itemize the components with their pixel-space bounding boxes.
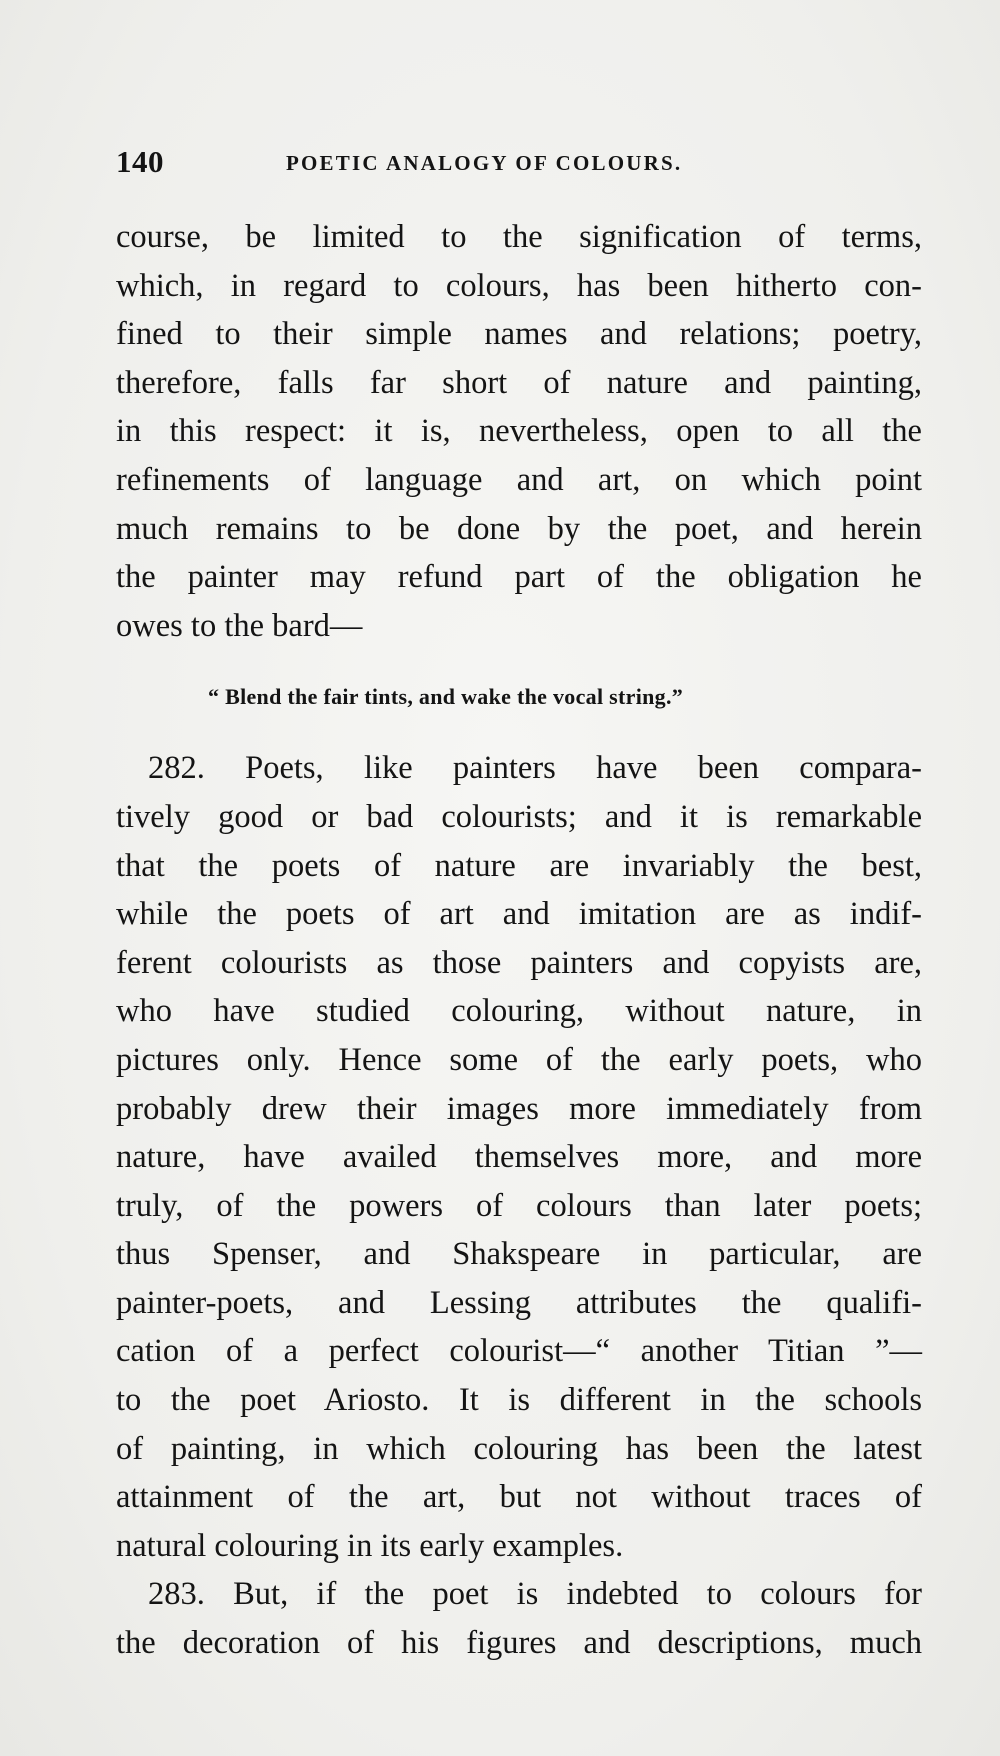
text-line: which, in regard to colours, has been hitherto con- (116, 267, 922, 304)
text-line: the decoration of his figures and descriptions, much (116, 1625, 922, 1662)
text-line: to the poet Ariosto. It is different in the schools (116, 1382, 922, 1419)
text-line: thus Spenser, and Shakspeare in particular, are (116, 1236, 922, 1273)
text-line: truly, of the powers of colours than later poets; (116, 1187, 922, 1224)
paragraph-282 (116, 744, 922, 1570)
page-header (116, 142, 756, 182)
text-line: therefore, falls far short of nature and painting, (116, 364, 922, 401)
text-line: in this respect: it is, nevertheless, open to all the (116, 413, 922, 450)
body-text (116, 213, 922, 1668)
text-line: who have studied colouring, without nature, in (116, 993, 922, 1030)
text-line: fined to their simple names and relations; poetry, (116, 316, 922, 353)
text-line: that the poets of nature are invariably the best, (116, 847, 922, 884)
text-line: 282. Poets, like painters have been compara- (148, 750, 922, 787)
text-line: the painter may refund part of the obligation he (116, 559, 922, 596)
text-line: course, be limited to the signification of terms, (116, 219, 922, 255)
text-line: refinements of language and art, on which point (116, 461, 922, 498)
text-line: cation of a perfect colourist—“ another Titian ”— (116, 1333, 922, 1370)
text-line: of painting, in which colouring has been the latest (116, 1430, 922, 1467)
text-line: painter-poets, and Lessing attributes the qualifi- (116, 1284, 922, 1321)
text-line: nature, have availed themselves more, and more (116, 1139, 922, 1176)
text-line: owes to the bard— (116, 607, 363, 644)
page-number: 140 (116, 144, 164, 179)
text-line: tively good or bad colourists; and it is remarkable (116, 798, 922, 835)
text-line: much remains to be done by the poet, and herein (116, 510, 922, 547)
paragraph-continued (116, 213, 922, 650)
verse-quotation: “ Blend the fair tints, and wake the vocal string.” (208, 684, 684, 710)
running-title: POETIC ANALOGY OF COLOURS. (286, 151, 683, 175)
text-line: attainment of the art, but not without traces of (116, 1479, 922, 1516)
text-line: ferent colourists as those painters and copyists are, (116, 944, 922, 981)
text-line: 283. But, if the poet is indebted to colours for (148, 1576, 922, 1613)
paragraph-283 (116, 1570, 922, 1667)
text-line: pictures only. Hence some of the early poets, who (116, 1041, 922, 1078)
text-line: natural colouring in its early examples. (116, 1527, 624, 1564)
text-line: probably drew their images more immediately from (116, 1090, 922, 1127)
text-line: while the poets of art and imitation are as indif- (116, 896, 922, 933)
